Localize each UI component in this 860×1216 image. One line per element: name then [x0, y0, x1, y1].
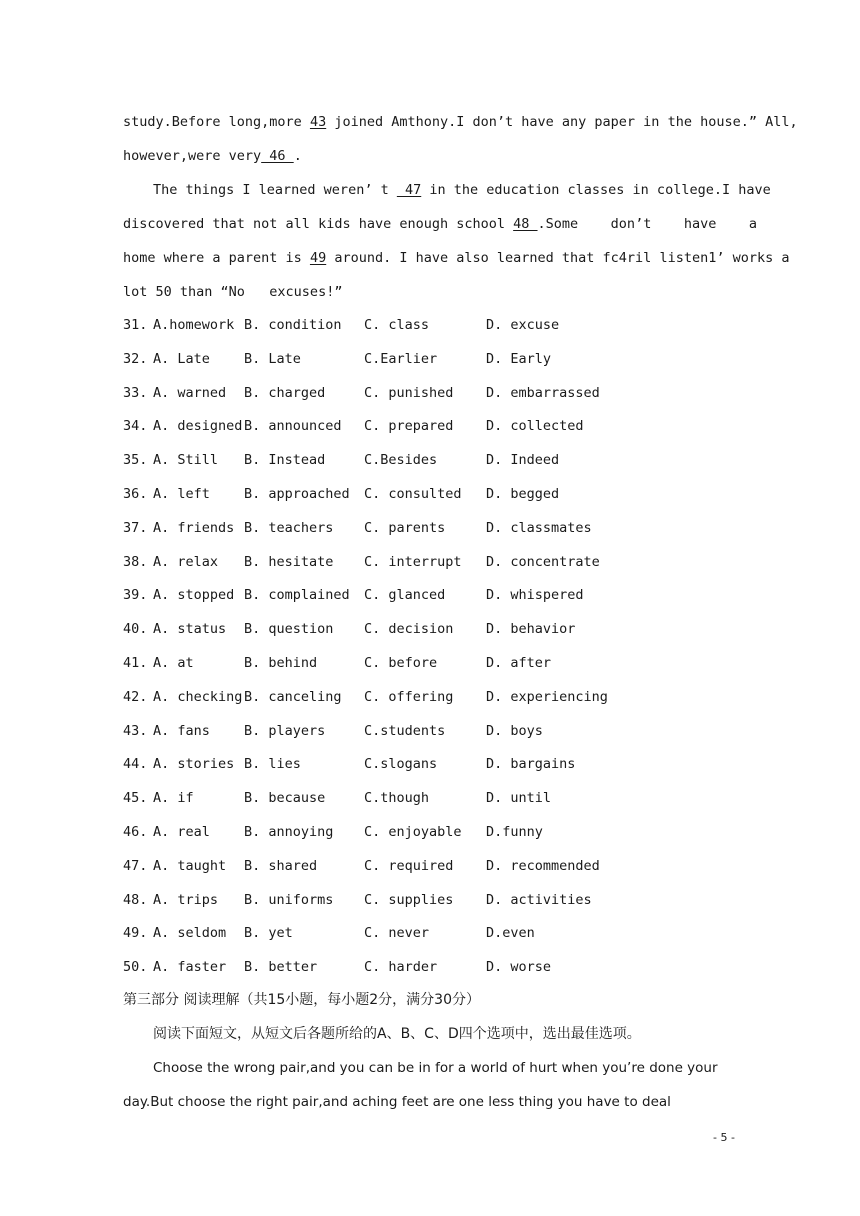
option-c: C. prepared: [364, 418, 454, 435]
option-b: B. better: [244, 959, 318, 976]
question-number: 43.: [123, 722, 148, 739]
option-a: A. seldom: [153, 925, 227, 942]
question-row: [123, 519, 743, 537]
option-a: A. real: [153, 824, 210, 840]
option-c: C. glanced: [364, 587, 446, 604]
question-number: 42.: [123, 688, 148, 705]
passage-line: lot 50 than “No excuses!”: [123, 284, 343, 300]
option-a: A. checking: [153, 688, 243, 705]
question-number: 32.: [123, 350, 148, 367]
option-c: C. supplies: [364, 891, 454, 908]
question-row: [123, 350, 743, 368]
option-a: A. stopped: [153, 587, 235, 604]
blank-47: 47: [396, 182, 422, 198]
option-b: B. annoying: [244, 824, 334, 840]
question-number: 36.: [123, 486, 148, 502]
option-a: A. at: [153, 655, 194, 671]
option-c: C. class: [364, 317, 430, 333]
blank-48: 48: [513, 216, 538, 232]
option-a: A. taught: [153, 857, 227, 874]
option-c: C.Earlier: [364, 350, 438, 367]
question-number: 31.: [123, 317, 148, 333]
option-d: D. concentrate: [486, 553, 600, 570]
passage-text: .Some don’t have a: [537, 216, 757, 232]
option-a: A. friends: [153, 519, 235, 536]
question-row: [123, 924, 743, 942]
question-number: 33.: [123, 384, 148, 401]
option-a: A. designed: [153, 418, 243, 435]
option-d: D. classmates: [486, 519, 592, 536]
option-a: A. left: [153, 486, 210, 502]
blank-46: 46: [261, 148, 294, 164]
question-number: 46.: [123, 824, 148, 840]
option-d: D. Early: [486, 350, 552, 367]
passage-line: [123, 249, 789, 267]
option-d: D. embarrassed: [486, 384, 600, 401]
question-row: [123, 823, 743, 841]
question-row: [123, 958, 743, 976]
passage-line: [123, 147, 302, 165]
option-a: A. Still: [153, 452, 219, 469]
option-c: C. punished: [364, 384, 454, 401]
option-d: D. Indeed: [486, 452, 560, 469]
question-row: [123, 485, 743, 503]
option-a: A.homework: [153, 317, 235, 333]
reading-passage-line: day.But choose the right pair,and aching feet are one less thing you have to deal: [123, 1094, 671, 1110]
question-row: [123, 417, 743, 435]
option-c: C.slogans: [364, 756, 438, 773]
question-number: 48.: [123, 891, 148, 908]
blank-49: 49: [309, 250, 327, 266]
option-a: A. relax: [153, 553, 219, 570]
question-number: 47.: [123, 857, 148, 874]
option-c: C. before: [364, 655, 438, 671]
option-b: B. question: [244, 621, 334, 638]
section-heading: 第三部分 阅读理解（共15小题，每小题2分，满分30分）: [123, 992, 480, 1008]
option-d: D. recommended: [486, 857, 600, 874]
passage-text: home where a parent is: [123, 250, 310, 266]
option-a: A. trips: [153, 891, 219, 908]
option-c: C.students: [364, 722, 446, 739]
option-d: D. worse: [486, 959, 552, 976]
question-number: 34.: [123, 418, 148, 435]
option-d: D. begged: [486, 486, 560, 502]
option-d: D.even: [486, 925, 535, 942]
option-a: A. status: [153, 621, 227, 638]
passage-text: The things I learned weren’ t: [153, 182, 397, 198]
option-c: C. consulted: [364, 486, 462, 502]
passage-line: [123, 215, 757, 233]
question-number: 39.: [123, 587, 148, 604]
option-a: A. Late: [153, 350, 210, 367]
passage-text: study.Before long,more: [123, 114, 310, 130]
option-b: B. players: [244, 722, 326, 739]
question-row: [123, 891, 743, 909]
question-row: [123, 688, 743, 706]
option-b: B. condition: [244, 317, 342, 333]
option-d: D. excuse: [486, 317, 560, 333]
passage-text: joined Amthony.I don’t have any paper in the house.” All,: [326, 114, 798, 130]
option-c: C. required: [364, 857, 454, 874]
option-d: D. activities: [486, 891, 592, 908]
option-d: D. until: [486, 790, 552, 807]
option-a: A. stories: [153, 756, 235, 773]
passage-line: [123, 113, 798, 131]
question-row: [123, 755, 743, 773]
option-c: C. offering: [364, 688, 454, 705]
option-d: D. after: [486, 655, 552, 671]
question-row: [123, 857, 743, 875]
option-b: B. Instead: [244, 452, 326, 469]
option-b: B. approached: [244, 486, 350, 502]
blank-43: 43: [309, 114, 327, 130]
question-row: [123, 451, 743, 469]
option-b: B. canceling: [244, 688, 342, 705]
option-d: D. boys: [486, 722, 543, 739]
question-row: [123, 316, 743, 334]
question-row: [123, 620, 743, 638]
question-row: [123, 722, 743, 740]
option-c: C. decision: [364, 621, 454, 638]
question-row: [123, 586, 743, 604]
option-b: B. uniforms: [244, 891, 334, 908]
question-row: [123, 384, 743, 402]
question-number: 38.: [123, 553, 148, 570]
option-d: D. collected: [486, 418, 584, 435]
option-d: D. whispered: [486, 587, 584, 604]
page-number: - 5 -: [713, 1131, 735, 1144]
option-c: C. parents: [364, 519, 446, 536]
option-b: B. complained: [244, 587, 350, 604]
question-number: 45.: [123, 790, 148, 807]
option-b: B. charged: [244, 384, 326, 401]
question-number: 50.: [123, 959, 148, 976]
passage-text: discovered that not all kids have enough school: [123, 216, 514, 232]
option-a: A. warned: [153, 384, 227, 401]
option-a: A. fans: [153, 722, 210, 739]
option-b: B. teachers: [244, 519, 334, 536]
question-row: [123, 553, 743, 571]
reading-passage-line: Choose the wrong pair,and you can be in for a world of hurt when you’re done your: [153, 1060, 718, 1076]
option-c: C.Besides: [364, 452, 438, 469]
question-row: [123, 789, 743, 807]
option-c: C. interrupt: [364, 553, 462, 570]
option-a: A. faster: [153, 959, 227, 976]
option-c: C.though: [364, 790, 430, 807]
passage-text: around. I have also learned that fc4ril listen1’ works a: [326, 250, 790, 266]
option-d: D. behavior: [486, 621, 576, 638]
option-d: D.funny: [486, 824, 543, 840]
section-instruction: 阅读下面短文，从短文后各题所给的A、B、C、D四个选项中，选出最佳选项。: [153, 1026, 641, 1042]
option-c: C. harder: [364, 959, 438, 976]
option-c: C. never: [364, 925, 430, 942]
question-number: 37.: [123, 519, 148, 536]
question-number: 49.: [123, 925, 148, 942]
option-b: B. shared: [244, 857, 318, 874]
question-number: 35.: [123, 452, 148, 469]
option-b: B. yet: [244, 925, 293, 942]
option-b: B. lies: [244, 756, 301, 773]
option-d: D. experiencing: [486, 688, 608, 705]
passage-text: in the education classes in college.I have: [421, 182, 771, 198]
option-c: C. enjoyable: [364, 824, 462, 840]
question-number: 44.: [123, 756, 148, 773]
passage-text: .: [293, 148, 302, 164]
option-a: A. if: [153, 790, 194, 807]
option-b: B. because: [244, 790, 326, 807]
passage-line: [153, 181, 771, 199]
question-number: 40.: [123, 621, 148, 638]
option-d: D. bargains: [486, 756, 576, 773]
option-b: B. announced: [244, 418, 342, 435]
passage-text: however,were very: [123, 148, 262, 164]
option-b: B. behind: [244, 655, 318, 671]
option-b: B. hesitate: [244, 553, 334, 570]
option-b: B. Late: [244, 350, 301, 367]
question-number: 41.: [123, 655, 148, 671]
question-row: [123, 654, 743, 672]
